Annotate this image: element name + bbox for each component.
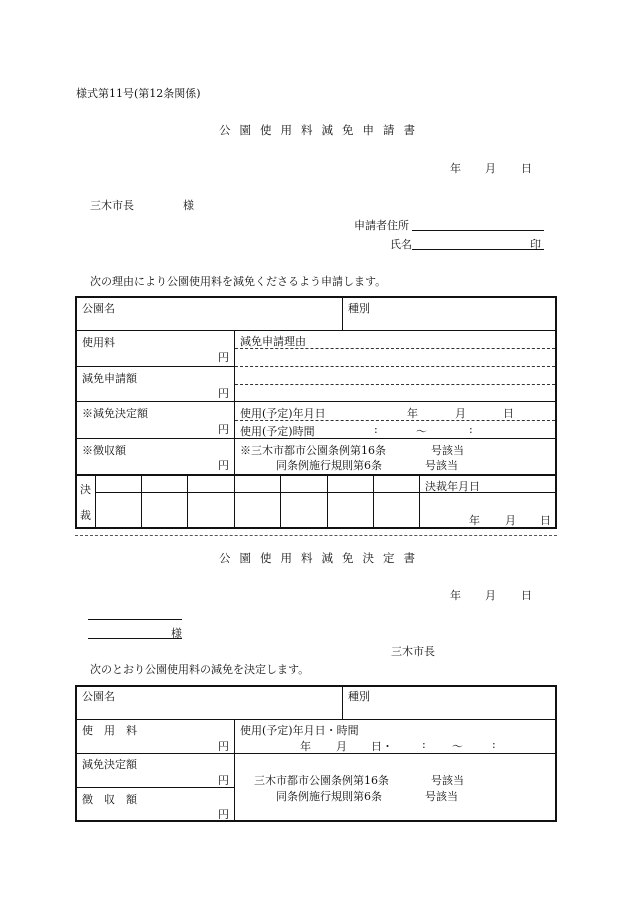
seal-mark: 印 (530, 238, 541, 251)
ordinance-line1: ※三木市都市公園条例第16条 (240, 444, 386, 457)
decision-use-month: 月 (336, 740, 347, 753)
decision-statement: 次のとおり公園使用料の減免を決定します。 (90, 663, 310, 676)
table-rule (234, 475, 235, 527)
park-name-label: 公園名 (82, 302, 115, 315)
fee-yen: 円 (218, 351, 229, 364)
decision-label-char2: 裁 (80, 509, 91, 522)
table-rule (373, 475, 374, 527)
table-rule (95, 475, 96, 527)
table-rule (419, 475, 420, 527)
decision-category-label: 種別 (348, 690, 370, 703)
addressee: 三木市長 (90, 199, 134, 212)
decision-doc-date-month: 月 (485, 589, 496, 602)
form-number: 様式第11号(第12条関係) (76, 87, 201, 100)
application-statement: 次の理由により公園使用料を減免くださるよう申請します。 (90, 275, 387, 288)
table-rule (76, 719, 556, 720)
decision-ordinance-line1-tail: 号該当 (431, 774, 464, 787)
fee-label: 使用料 (82, 336, 115, 349)
table-rule (234, 330, 235, 474)
category-label: 種別 (348, 302, 370, 315)
decision-date-year: 年 (469, 514, 480, 527)
decision-fee-yen: 円 (218, 740, 229, 753)
recipient-name-field[interactable] (88, 638, 182, 639)
decision-fee-label: 使 用 料 (82, 724, 137, 737)
table-rule (141, 475, 142, 527)
requested-amount-yen: 円 (218, 387, 229, 400)
reason-line (235, 384, 555, 385)
table-rule (76, 787, 234, 788)
table-rule (76, 401, 556, 402)
addressee-honorific: 様 (183, 199, 194, 212)
requested-amount-label: 減免申請額 (82, 372, 137, 385)
table-rule (95, 492, 556, 493)
application-title: 公園使用料減免申請書 (219, 123, 424, 137)
use-date-label: 使用(予定)年月日 (240, 407, 326, 420)
table-rule (76, 438, 556, 439)
decision-ordinance-line1: 三木市都市公園条例第16条 (254, 774, 389, 787)
decision-decided-amount-label: 減免決定額 (82, 758, 137, 771)
collected-amount-yen: 円 (218, 459, 229, 472)
decision-use-datetime-label: 使用(予定)年月日・時間 (240, 724, 359, 737)
decision-ordinance-line2: 同条例施行規則第6条 (276, 790, 382, 803)
use-date-month: 月 (455, 407, 466, 420)
application-date-day: 日 (521, 162, 532, 175)
decision-doc-date-day: 日 (521, 589, 532, 602)
table-rule (327, 475, 328, 527)
decision-use-end-colon: : (492, 738, 496, 751)
decision-date-month: 月 (505, 514, 516, 527)
reason-label: 減免申請理由 (240, 335, 306, 348)
decision-decided-amount-yen: 円 (218, 774, 229, 787)
table-rule (342, 686, 343, 719)
decided-amount-label: ※減免決定額 (82, 407, 148, 420)
applicant-name-label: 氏名 (390, 238, 412, 251)
use-date-day: 日 (503, 407, 514, 420)
decision-ordinance-line2-tail: 号該当 (425, 790, 458, 803)
applicant-address-label: 申請者住所 (354, 219, 409, 232)
decision-collected-amount-label: 徴 収 額 (82, 793, 137, 806)
table-rule (342, 297, 343, 330)
application-date-month: 月 (485, 162, 496, 175)
table-rule (76, 753, 556, 754)
use-time-end-colon: : (469, 423, 473, 436)
decision-use-day: 日・ (371, 740, 393, 753)
table-rule (280, 475, 281, 527)
use-time-label: 使用(予定)時間 (240, 425, 315, 438)
decision-title: 公園使用料減免決定書 (219, 551, 424, 565)
decision-date-label: 決裁年月日 (425, 480, 480, 493)
decision-collected-amount-yen: 円 (218, 808, 229, 821)
decision-label-char1: 決 (80, 483, 91, 496)
table-rule (76, 330, 556, 331)
decision-use-tilde: 〜 (452, 740, 463, 753)
ordinance-line1-tail: 号該当 (431, 444, 464, 457)
applicant-address-field[interactable] (412, 230, 544, 231)
decision-use-start-colon: : (422, 738, 426, 751)
use-date-year: 年 (407, 407, 418, 420)
decision-use-year: 年 (300, 740, 311, 753)
decision-park-name-label: 公園名 (82, 690, 115, 703)
recipient-honorific: 様 (171, 627, 182, 640)
table-rule (234, 719, 235, 821)
use-time-start-colon: : (374, 423, 378, 436)
decision-date-day: 日 (540, 514, 551, 527)
recipient-address-field[interactable] (88, 619, 182, 620)
table-rule (187, 475, 188, 527)
ordinance-line2-tail: 号該当 (425, 459, 458, 472)
applicant-name-field[interactable] (412, 249, 544, 250)
use-time-tilde: 〜 (416, 425, 427, 438)
decided-amount-yen: 円 (218, 423, 229, 436)
application-date-year: 年 (450, 162, 461, 175)
ordinance-line2: 同条例施行規則第6条 (276, 459, 382, 472)
table-rule (76, 474, 556, 476)
table-rule (76, 366, 234, 367)
decision-doc-date-year: 年 (450, 589, 461, 602)
reason-line (235, 366, 555, 367)
issuer: 三木市長 (391, 645, 435, 658)
cut-line (75, 535, 557, 536)
collected-amount-label: ※徴収額 (82, 444, 126, 457)
